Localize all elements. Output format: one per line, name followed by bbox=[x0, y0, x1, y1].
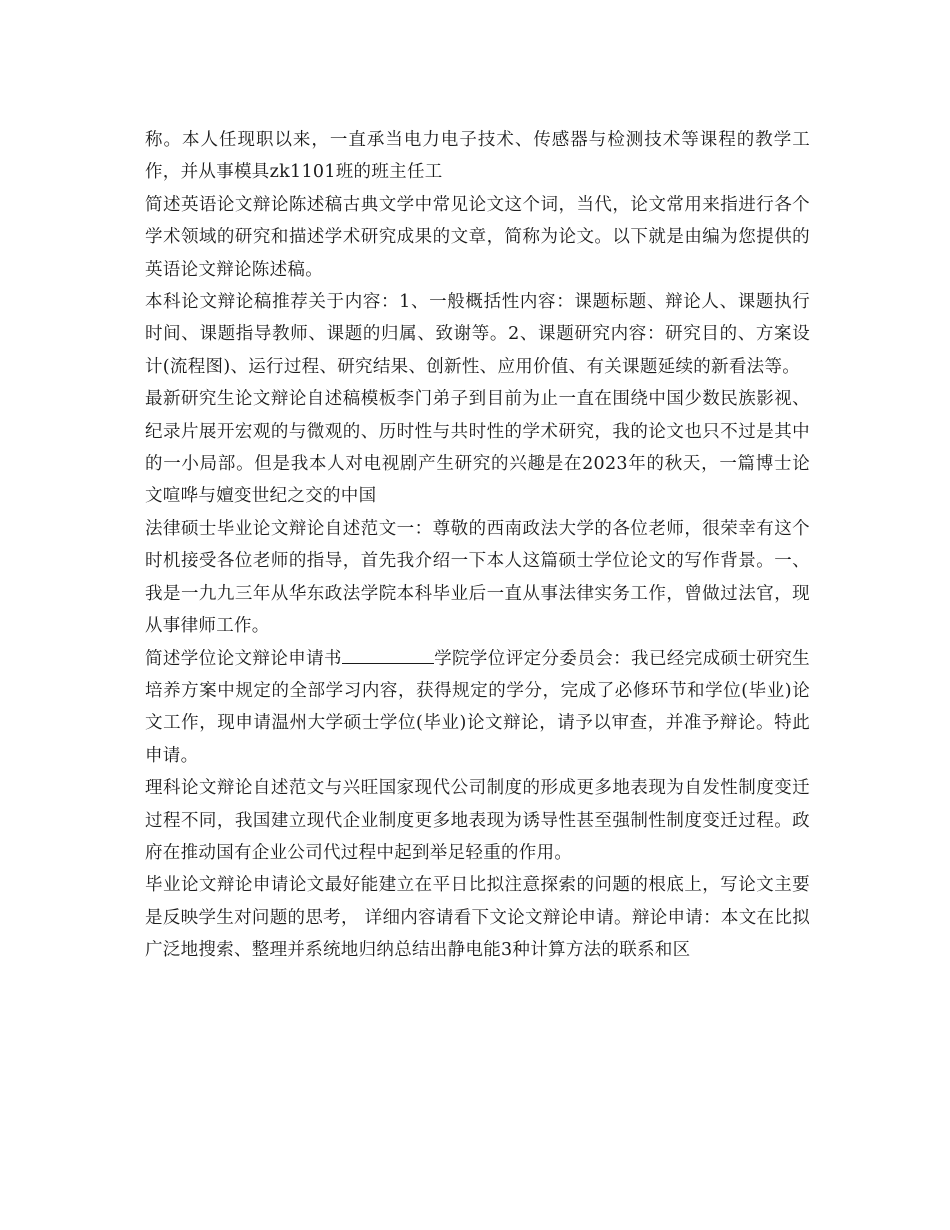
paragraph-graduation-defense-application: 毕业论文辩论申请论文最好能建立在平日比拟注意探索的问题的根底上，写论文主要是反映学生对问题的思考， 详细内容请看下文论文辩论申请。辩论申请：本文在比拟广泛地搜索、整理并系统地归纳总结出静电能3种计算方法的联系和区 bbox=[145, 875, 810, 961]
application-title-text: 简述学位论文辩论申请书 bbox=[145, 648, 342, 669]
blank-fill-line bbox=[342, 645, 434, 664]
paragraph-english-defense-statement: 简述英语论文辩论陈述稿古典文学中常见论文这个词，当代，论文常用来指进行各个学术领域的研究和描述学术研究成果的文章，简称为论文。以下就是由编为您提供的英语论文辩论陈述稿。 bbox=[145, 194, 810, 280]
paragraph-graduate-self-statement: 最新研究生论文辩论自述稿模板李门弟子到目前为止一直在围绕中国少数民族影视、纪录片展开宏观的与微观的、历时性与共时性的学术研究，我的论文也只不过是其中的一小局部。但是我本人对电视剧产生研究的兴趣是在2023年的秋天，一篇博士论文喧哗与嬗变世纪之交的中国 bbox=[145, 389, 810, 507]
paragraph-teaching-work: 称。本人任现职以来，一直承当电力电子技术、传感器与检测技术等课程的教学工作，并从事模具zk1101班的班主任工 bbox=[145, 130, 810, 183]
paragraph-science-defense-statement: 理科论文辩论自述范文与兴旺国家现代公司制度的形成更多地表现为自发性制度变迁过程不同，我国建立现代企业制度更多地表现为诱导性甚至强制性制度变迁过程。政府在推动国有企业公司代过程中起到举足轻重的作用。 bbox=[145, 778, 810, 863]
application-body-text: 学院学位评定分委员会：我已经完成硕士研究生培养方案中规定的全部学习内容，获得规定的学分，完成了必修环节和学位(毕业)论文工作，现申请温州大学硕士学位(毕业)论文辩论，请予以审查，并准予辩论。特此申请。 bbox=[145, 648, 810, 766]
document-body bbox=[145, 124, 810, 967]
paragraph-law-master-self-statement: 法律硕士毕业论文辩论自述范文一：尊敬的西南政法大学的各位老师，很荣幸有这个时机接受各位老师的指导，首先我介绍一下本人这篇硕士学位论文的写作背景。一、我是一九九三年从华东政法学院本科毕业后一直从事法律实务工作，曾做过法官，现从事律师工作。 bbox=[145, 518, 810, 637]
paragraph-undergraduate-defense-content: 本科论文辩论稿推荐关于内容：1、一般概括性内容：课题标题、辩论人、课题执行时间、课题指导教师、课题的归属、致谢等。2、课题研究内容：研究目的、方案设计(流程图)、运行过程、研究结果、创新性、应用价值、有关课题延续的新看法等。 bbox=[145, 292, 810, 377]
paragraph-degree-defense-application bbox=[145, 643, 810, 773]
